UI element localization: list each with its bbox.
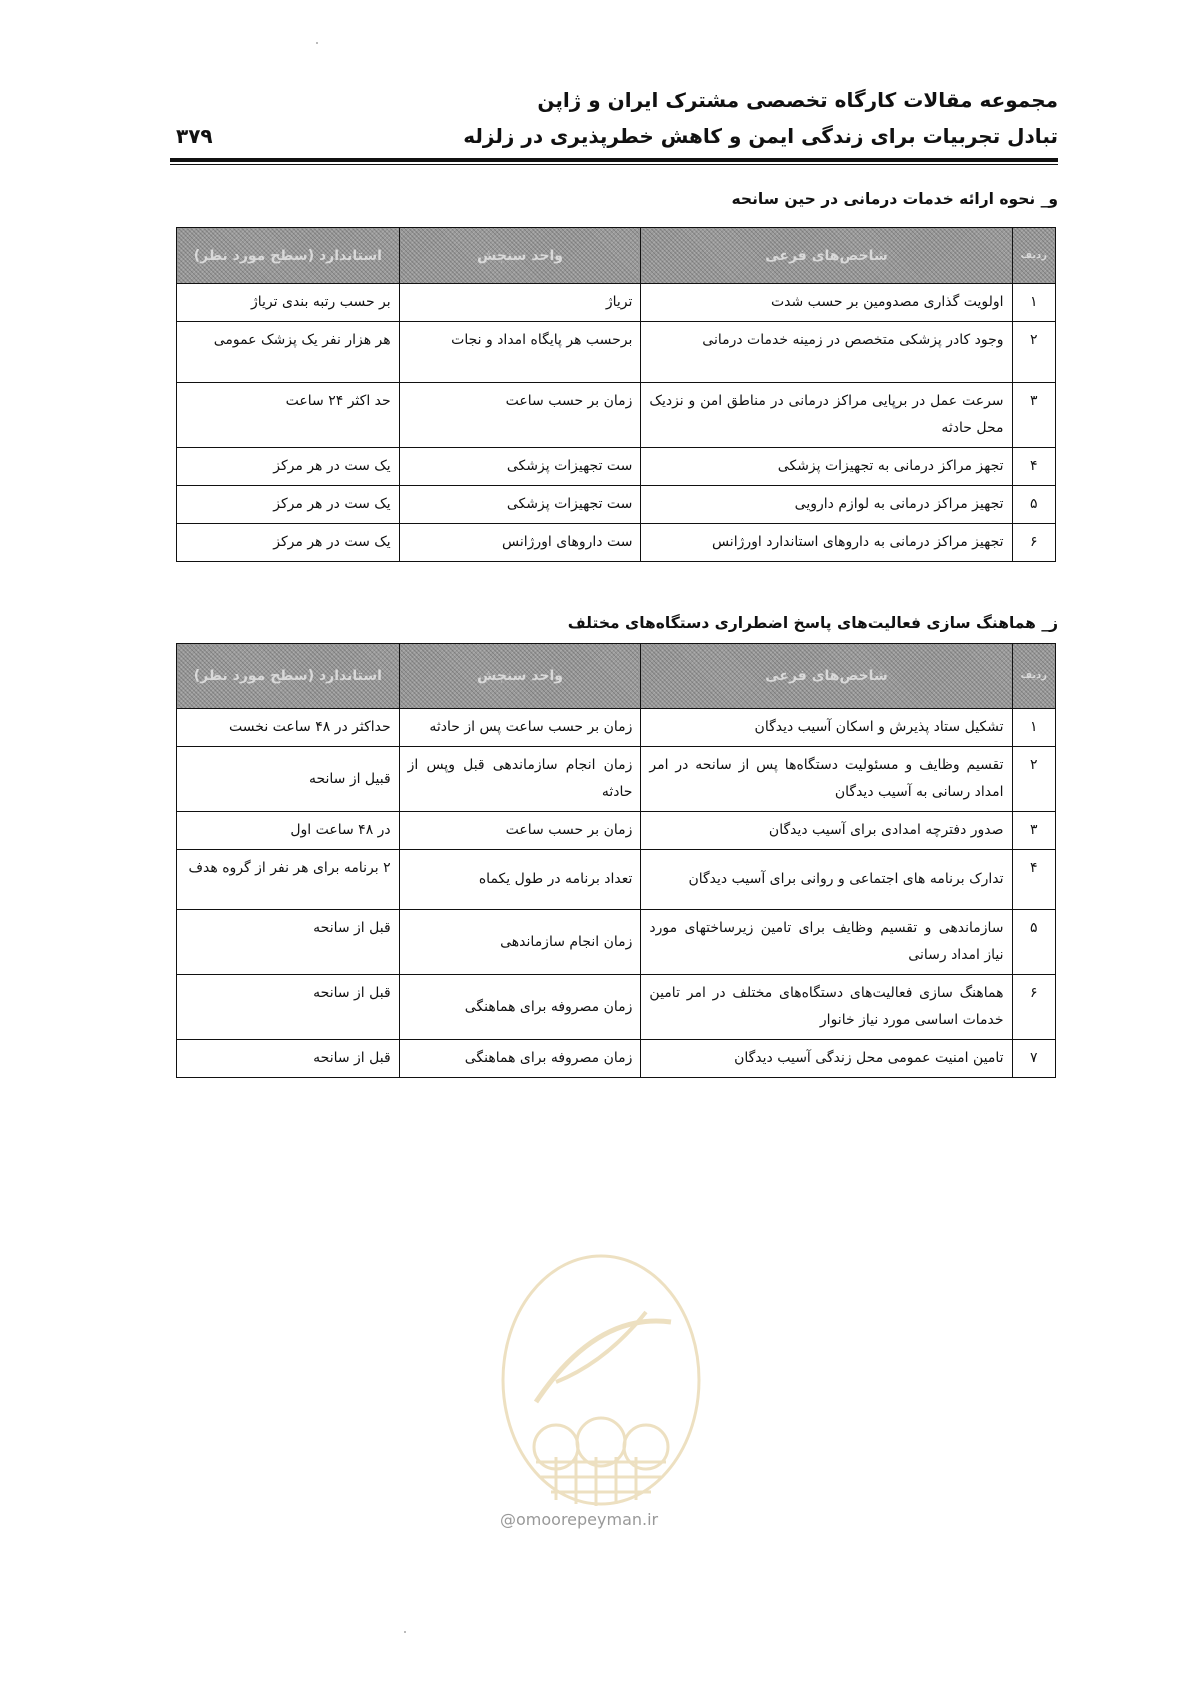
page-number: ۳۷۹	[176, 124, 213, 148]
col-header-num: ردیف	[1012, 228, 1055, 284]
row-indicator: سرعت عمل در برپایی مراکز درمانی در مناطق امن و نزدیک محل حادثه	[641, 383, 1012, 448]
row-standard: قبل از سانحه	[177, 1040, 400, 1078]
row-num: ۳	[1012, 812, 1055, 850]
col-header-unit: واحد سنجش	[399, 228, 641, 284]
row-standard: حداکثر در ۴۸ ساعت نخست	[177, 709, 400, 747]
col-header-num: ردیف	[1012, 644, 1055, 709]
scan-speck	[316, 42, 318, 44]
section1-table	[176, 227, 1056, 562]
row-num: ۱	[1012, 709, 1055, 747]
row-unit: ست تجهیزات پزشکی	[399, 486, 641, 524]
row-num: ۴	[1012, 850, 1055, 910]
row-num: ۵	[1012, 910, 1055, 975]
row-indicator: تشکیل ستاد پذیرش و اسکان آسیب دیدگان	[641, 709, 1012, 747]
row-unit: تعداد برنامه در طول یکماه	[399, 850, 641, 910]
scan-speck	[404, 1631, 406, 1633]
row-standard: بر حسب رتبه بندی تریاژ	[177, 284, 400, 322]
row-unit: زمان بر حسب ساعت	[399, 383, 641, 448]
section2-title: ز_ هماهنگ سازی فعالیت‌های پاسخ اضطراری دستگاه‌های مختلف	[567, 614, 1058, 632]
row-unit: زمان بر حسب ساعت	[399, 812, 641, 850]
table-row	[177, 975, 1056, 1040]
row-standard: ۲ برنامه برای هر نفر از گروه هدف	[177, 850, 400, 910]
table-row	[177, 910, 1056, 975]
row-num: ۴	[1012, 448, 1055, 486]
row-standard: یک ست در هر مرکز	[177, 448, 400, 486]
row-standard: یک ست در هر مرکز	[177, 524, 400, 562]
table-row	[177, 322, 1056, 383]
row-indicator: وجود کادر پزشکی متخصص در زمینه خدمات درمانی	[641, 322, 1012, 383]
row-indicator: تجهیز مراکز درمانی به لوازم دارویی	[641, 486, 1012, 524]
row-unit: زمان مصروفه برای هماهنگی	[399, 1040, 641, 1078]
row-indicator: تقسیم وظایف و مسئولیت دستگاه‌ها پس از سانحه در امر امداد رسانی به آسیب دیدگان	[641, 747, 1012, 812]
row-unit: زمان انجام سازماندهی	[399, 910, 641, 975]
row-num: ۲	[1012, 322, 1055, 383]
row-standard: هر هزار نفر یک پزشک عمومی	[177, 322, 400, 383]
row-unit: زمان انجام سازماندهی قبل وپس از حادثه	[399, 747, 641, 812]
col-header-unit: واحد سنجش	[399, 644, 641, 709]
table-row	[177, 486, 1056, 524]
table-header-row	[177, 228, 1056, 284]
book-subtitle: تبادل تجربیات برای زندگی ایمن و کاهش خطرپذیری در زلزله	[463, 124, 1058, 148]
row-unit: زمان بر حسب ساعت پس از حادثه	[399, 709, 641, 747]
row-num: ۲	[1012, 747, 1055, 812]
header-rule-thick	[170, 158, 1058, 162]
header-rule-thin	[170, 164, 1058, 165]
row-num: ۵	[1012, 486, 1055, 524]
row-indicator: سازماندهی و تقسیم وظایف برای تامین زیرساختهای مورد نیاز امداد رسانی	[641, 910, 1012, 975]
section1-title: و_ نحوه ارائه خدمات درمانی در حین سانحه	[731, 190, 1058, 208]
watermark-site: @omoorepeyman.ir	[500, 1510, 659, 1529]
table-row	[177, 709, 1056, 747]
col-header-indicator: شاخص‌های فرعی	[641, 228, 1012, 284]
row-unit: تریاژ	[399, 284, 641, 322]
row-indicator: اولویت گذاری مصدومین بر حسب شدت	[641, 284, 1012, 322]
row-num: ۷	[1012, 1040, 1055, 1078]
row-indicator: تامین امنیت عمومی محل زندگی آسیب دیدگان	[641, 1040, 1012, 1078]
row-indicator: تجهز مراکز درمانی به تجهیزات پزشکی	[641, 448, 1012, 486]
row-indicator: تجهیز مراکز درمانی به داروهای استاندارد اورژانس	[641, 524, 1012, 562]
row-standard: قبل از سانحه	[177, 910, 400, 975]
page-header	[170, 80, 1058, 162]
row-num: ۱	[1012, 284, 1055, 322]
row-indicator: صدور دفترچه امدادی برای آسیب دیدگان	[641, 812, 1012, 850]
table-row	[177, 747, 1056, 812]
row-unit: ست تجهیزات پزشکی	[399, 448, 641, 486]
table-row	[177, 1040, 1056, 1078]
row-unit: زمان مصروفه برای هماهنگی	[399, 975, 641, 1040]
table-row	[177, 524, 1056, 562]
section2-table	[176, 643, 1056, 1078]
table-row	[177, 284, 1056, 322]
row-num: ۶	[1012, 975, 1055, 1040]
row-indicator: تدارک برنامه های اجتماعی و روانی برای آسیب دیدگان	[641, 850, 1012, 910]
row-indicator: هماهنگ سازی فعالیت‌های دستگاه‌های مختلف در امر تامین خدمات اساسی مورد نیاز خانوار	[641, 975, 1012, 1040]
table-row	[177, 812, 1056, 850]
table-row	[177, 850, 1056, 910]
table-row	[177, 383, 1056, 448]
book-title: مجموعه مقالات کارگاه تخصصی مشترک ایران و ژاپن	[537, 88, 1058, 112]
col-header-standard: استاندارد (سطح مورد نظر)	[177, 644, 400, 709]
table-header-row	[177, 644, 1056, 709]
row-standard: یک ست در هر مرکز	[177, 486, 400, 524]
watermark-logo-icon	[496, 1252, 706, 1514]
row-standard: قبل از سانحه	[177, 975, 400, 1040]
row-unit: ست داروهای اورژانس	[399, 524, 641, 562]
row-num: ۳	[1012, 383, 1055, 448]
row-num: ۶	[1012, 524, 1055, 562]
row-standard: در ۴۸ ساعت اول	[177, 812, 400, 850]
row-standard: حد اکثر ۲۴ ساعت	[177, 383, 400, 448]
col-header-standard: استاندارد (سطح مورد نظر)	[177, 228, 400, 284]
row-unit: برحسب هر پایگاه امداد و نجات	[399, 322, 641, 383]
row-standard: قبیل از سانحه	[177, 747, 400, 812]
col-header-indicator: شاخص‌های فرعی	[641, 644, 1012, 709]
table-row	[177, 448, 1056, 486]
